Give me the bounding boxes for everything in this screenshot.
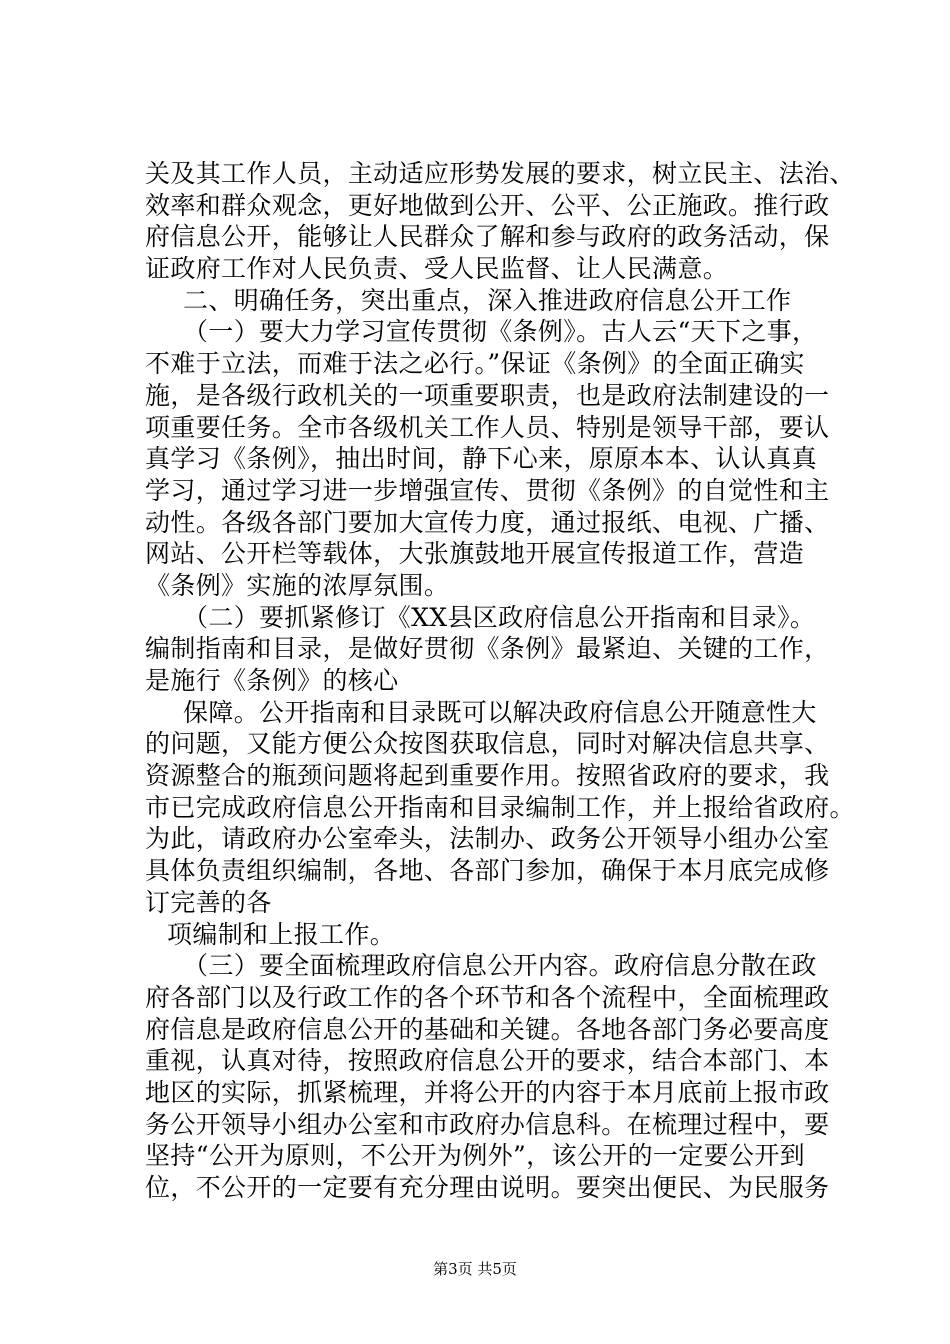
text-line: 坚持“公开为原则，不公开为例外”，该公开的一定要公开到 xyxy=(145,1141,806,1171)
text-line: （三）要全面梳理政府信息公开内容。政府信息分散在政 xyxy=(183,951,817,981)
document-body xyxy=(145,158,855,1204)
text-line: 务公开领导小组办公室和市政府办信息科。在梳理过程中，要 xyxy=(145,1109,830,1139)
text-line: （一）要大力学习宣传贯彻《条例》。古人云“天下之事， xyxy=(183,317,818,347)
text-line: 项编制和上报工作。 xyxy=(167,919,396,949)
text-line: 网站、公开栏等载体，大张旗鼓地开展宣传报道工作，营造 xyxy=(145,539,805,569)
text-line: 具体负责组织编制，各地、各部门参加，确保于本月底完成修 xyxy=(145,856,830,886)
text-line: 地区的实际，抓紧梳理，并将公开的内容于本月底前上报市政 xyxy=(145,1077,830,1107)
text-line: 订完善的各 xyxy=(145,887,272,917)
text-line: 不难于立法，而难于法之必行。”保证《条例》的全面正确实 xyxy=(145,349,805,379)
text-line: 的问题，又能方便公众按图获取信息，同时对解决信息共享、 xyxy=(145,729,830,759)
text-line: 府信息公开，能够让人民群众了解和参与政府的政务活动，保 xyxy=(145,222,830,252)
text-line: 效率和群众观念，更好地做到公开、公平、公正施政。推行政 xyxy=(145,190,830,220)
text-line: 《条例》实施的浓厚氛围。 xyxy=(145,570,450,600)
text-line: 为此，请政府办公室牵头，法制办、政务公开领导小组办公室 xyxy=(145,824,830,854)
text-line: 是施行《条例》的核心 xyxy=(145,666,399,695)
text-line: 证政府工作对人民负责、受人民监督、让人民满意。 xyxy=(145,254,729,284)
text-line: 施，是各级行政机关的一项重要职责，也是政府法制建设的一 xyxy=(145,380,830,410)
text-line: 位，不公开的一定要有充分理由说明。要突出便民、为民服务 xyxy=(145,1173,830,1202)
text-line: 编制指南和目录，是做好贯彻《条例》最紧迫、关键的工作， xyxy=(145,634,830,664)
text-line: 府各部门以及行政工作的各个环节和各个流程中，全面梳理政 xyxy=(145,982,830,1012)
text-line: 市已完成政府信息公开指南和目录编制工作，并上报给省政府。 xyxy=(145,792,855,822)
text-line: 二、明确任务，突出重点，深入推进政府信息公开工作 xyxy=(183,285,792,315)
text-line: 资源整合的瓶颈问题将起到重要作用。按照省政府的要求，我 xyxy=(145,761,830,791)
text-line: （二）要抓紧修订《XX县区政府信息公开指南和目录》。 xyxy=(183,602,816,632)
text-line: 重视，认真对待，按照政府信息公开的要求，结合本部门、本 xyxy=(145,1046,830,1076)
text-line: 府信息是政府信息公开的基础和关键。各地各部门务必要高度 xyxy=(145,1014,830,1044)
text-line: 动性。各级各部门要加大宣传力度，通过报纸、电视、广播、 xyxy=(145,507,830,537)
page-number-footer: 第3页 共5页 xyxy=(433,1260,517,1278)
text-line: 保障。公开指南和目录既可以解决政府信息公开随意性大 xyxy=(183,697,817,727)
text-line: 项重要任务。全市各级机关工作人员、特别是领导干部，要认 xyxy=(145,412,830,442)
text-line: 真学习《条例》，抽出时间，静下心来，原原本本、认认真真 xyxy=(145,444,817,474)
text-line: 学习，通过学习进一步增强宣传、贯彻《条例》的自觉性和主 xyxy=(145,475,830,505)
text-line: 关及其工作人员，主动适应形势发展的要求，树立民主、法治、 xyxy=(145,159,855,188)
